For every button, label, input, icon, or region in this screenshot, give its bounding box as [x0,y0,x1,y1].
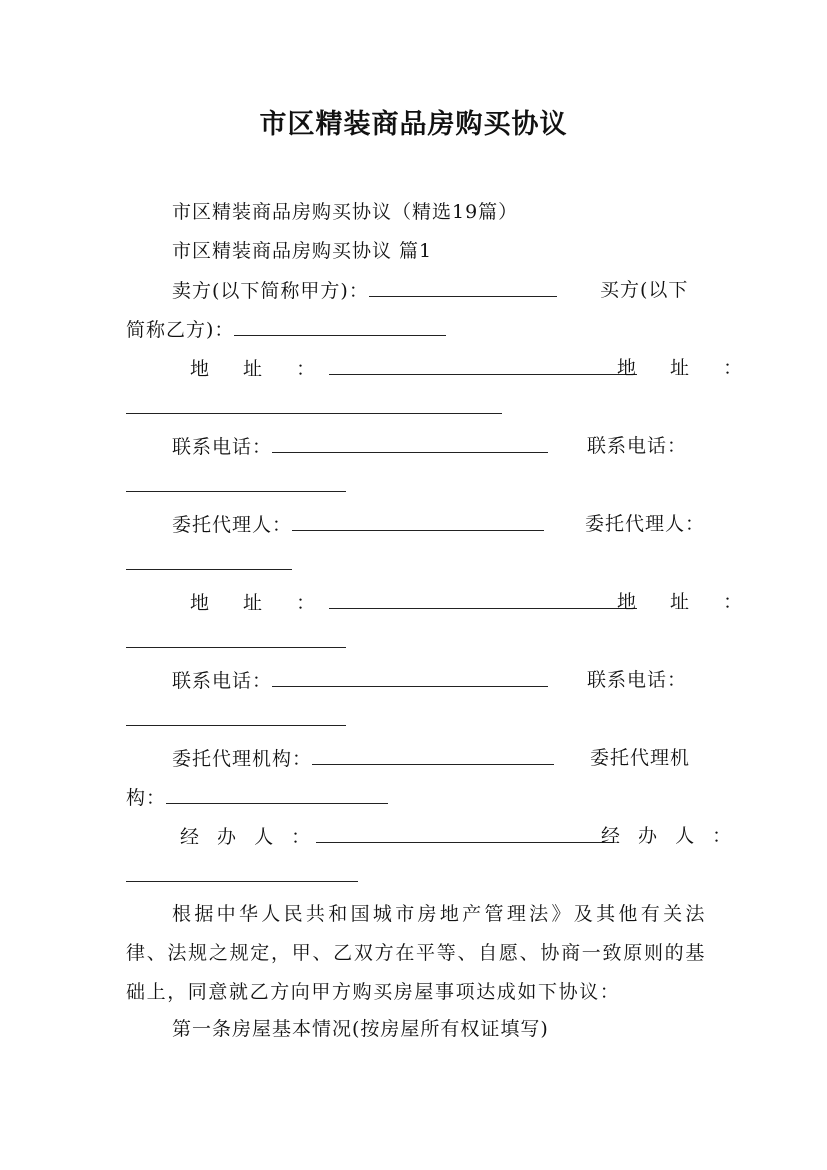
agent-address-field-right[interactable] [126,629,346,648]
buyer-row [126,317,446,342]
buyer-contact-row [126,473,346,498]
agent-address-label: 地 址 ： [190,592,330,614]
seller-contact-row [172,434,548,459]
buyer-address-label: 地 址 ： [617,357,757,379]
seller-agent-label: 委托代理人： [172,514,293,536]
buyer-contact-label: 联系电话： [587,435,688,457]
buyer-agent-row [126,551,292,576]
buyer-handler-row [126,863,358,888]
buyer-agency-field[interactable] [166,785,388,804]
document-title: 市区精装商品房购买协议 [259,109,568,140]
buyer-handler-label: 经 办 人 ： [601,825,738,847]
buyer-agency-row [126,785,388,810]
seller-address-label: 地 址 ： [190,358,330,380]
seller-contact-label: 联系电话： [172,436,273,458]
agent-address-label-right: 地 址 ： [617,591,757,613]
seller-handler-label: 经 办 人 ： [180,826,317,848]
seller-handler-field[interactable] [316,824,614,843]
agent-contact-field[interactable] [272,668,548,687]
seller-agency-label: 委托代理机构： [172,748,313,770]
seller-address-row [190,356,637,381]
buyer-agent-field[interactable] [126,551,292,570]
article-1-heading: 第一条房屋基本情况(按房屋所有权证填写) [172,1018,549,1040]
seller-agency-row [172,746,554,771]
agent-contact-row-2 [126,707,346,732]
buyer-agency-label-part1: 委托代理机 [590,747,691,769]
seller-agent-field[interactable] [292,512,544,531]
intro-line-1: 市区精装商品房购买协议（精选19篇） [172,201,519,223]
agent-address-row-2 [126,629,346,654]
seller-agency-field[interactable] [312,746,554,765]
seller-field[interactable] [369,278,557,297]
seller-agent-row [172,512,544,537]
seller-address-field[interactable] [329,356,637,375]
agent-contact-label-right: 联系电话： [587,669,688,691]
agreement-paragraph: 根据中华人民共和国城市房地产管理法》及其他有关法律、法规之规定，甲、乙双方在平等、自愿、协商一致原则的基础上，同意就乙方向甲方购买房屋事项达成如下协议： [126,903,706,1003]
buyer-field[interactable] [234,317,446,336]
seller-contact-field[interactable] [272,434,548,453]
buyer-label-part1: 买方(以下 [600,279,689,301]
agent-contact-label: 联系电话： [172,670,273,692]
agent-address-row [190,590,637,615]
intro-line-2: 市区精装商品房购买协议 篇1 [172,240,433,262]
agent-contact-row [172,668,548,693]
seller-label: 卖方(以下简称甲方)： [172,280,369,302]
buyer-agent-label: 委托代理人： [585,513,706,535]
buyer-label-part2: 简称乙方)： [126,319,235,341]
buyer-address-row [126,395,502,420]
seller-handler-row [180,824,614,849]
seller-row [172,278,557,303]
buyer-contact-field[interactable] [126,473,346,492]
agent-address-field[interactable] [329,590,637,609]
buyer-agency-label-part2: 构： [126,787,167,809]
buyer-handler-field[interactable] [126,863,358,882]
buyer-address-field[interactable] [126,395,502,414]
agent-contact-field-right[interactable] [126,707,346,726]
